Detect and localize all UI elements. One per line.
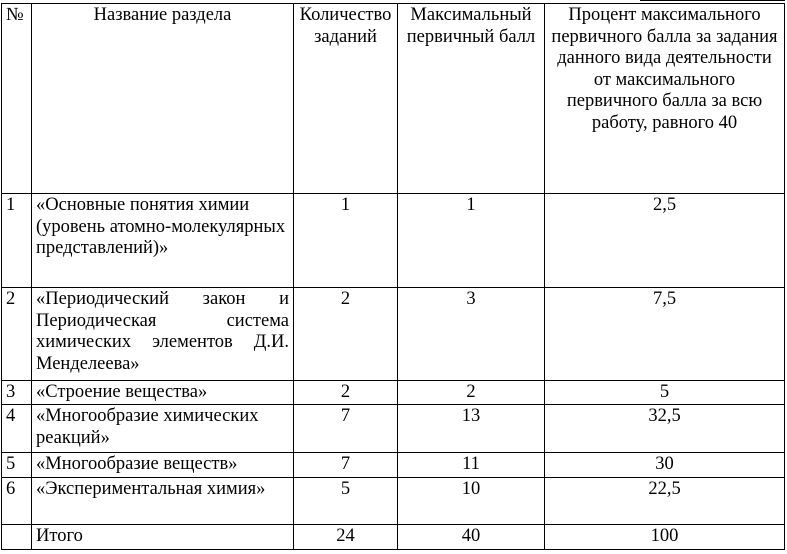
row-section-name: «Экспериментальная химия»	[32, 478, 294, 525]
row-max-score: 2	[398, 381, 545, 405]
header-task-count: Количество заданий	[294, 4, 398, 194]
row-percent: 22,5	[545, 478, 785, 525]
total-label: Итого	[32, 525, 294, 550]
row-number: 1	[2, 194, 32, 288]
row-section-name: «Многообразие химических реакций»	[32, 405, 294, 453]
row-number: 6	[2, 478, 32, 525]
row-max-score: 1	[398, 194, 545, 288]
row-max-score: 3	[398, 288, 545, 381]
row-task-count: 1	[294, 194, 398, 288]
row-task-count: 7	[294, 405, 398, 453]
header-percent: Процент максимального первичного балла за задания данного вида деятельности от максимального первичного балла за всю работу, равного 40	[545, 4, 785, 194]
table-header-row	[2, 4, 785, 194]
table-row	[2, 288, 785, 381]
row-percent: 7,5	[545, 288, 785, 381]
row-task-count: 7	[294, 453, 398, 478]
total-task-count: 24	[294, 525, 398, 550]
header-number: №	[2, 4, 32, 194]
row-percent: 30	[545, 453, 785, 478]
row-number: 5	[2, 453, 32, 478]
row-percent: 5	[545, 381, 785, 405]
row-task-count: 2	[294, 381, 398, 405]
row-task-count: 5	[294, 478, 398, 525]
table-total-row	[2, 525, 785, 550]
row-number: 2	[2, 288, 32, 381]
table-row	[2, 453, 785, 478]
row-max-score: 11	[398, 453, 545, 478]
row-section-name: «Многообразие веществ»	[32, 453, 294, 478]
header-max-score: Максимальный первичный балл	[398, 4, 545, 194]
header-section-name: Название раздела	[32, 4, 294, 194]
row-number: 3	[2, 381, 32, 405]
total-percent: 100	[545, 525, 785, 550]
table-row	[2, 381, 785, 405]
row-section-name: «Основные понятия химии (уровень атомно-молекулярных представлений)»	[32, 194, 294, 288]
table-row	[2, 194, 785, 288]
row-percent: 2,5	[545, 194, 785, 288]
row-percent: 32,5	[545, 405, 785, 453]
total-max-score: 40	[398, 525, 545, 550]
exam-sections-table	[1, 3, 785, 550]
row-section-name: «Периодический закон и Периодическая система химических элементов Д.И. Менделеева»	[32, 288, 294, 381]
row-max-score: 10	[398, 478, 545, 525]
row-number: 4	[2, 405, 32, 453]
table-row	[2, 478, 785, 525]
row-task-count: 2	[294, 288, 398, 381]
total-number	[2, 525, 32, 550]
row-section-name: «Строение вещества»	[32, 381, 294, 405]
row-max-score: 13	[398, 405, 545, 453]
table-row	[2, 405, 785, 453]
